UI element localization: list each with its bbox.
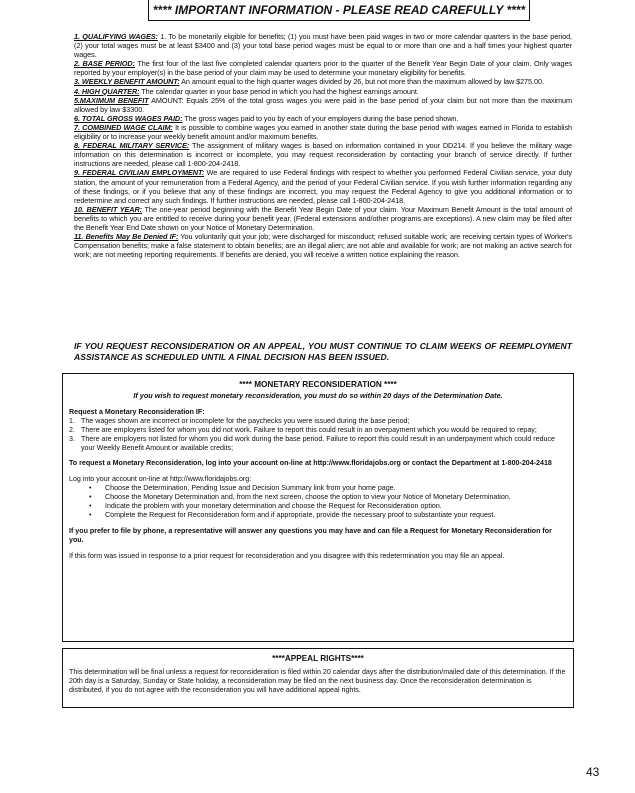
- definition-benefit-year: 10. BENEFIT YEAR: The one-year period beginning with the Benefit Year Begin Date of your claim. Your Maximum Benefit Amount is the total amount of benefits to which you are entitled to receive during your benefit year. (Federal extensions and/other programs are exceptions). A new claim may be filed after the Benefit Year End Date shown on your Notice of Monetary Determination.: [74, 204, 573, 232]
- reconsideration-reasons-list: [69, 417, 567, 453]
- definitions-section: [74, 32, 572, 259]
- list-item: • Indicate the problem with your monetary determination and choose the Request for Reconsideration option.: [105, 502, 567, 511]
- definition-benefits-denied: 11. Benefits May Be Denied IF: You voluntarily quit your job; were discharged for misconduct; refused suitable work; are receiving certain types of Worker's Compensation benefits; make a false statement to obtain benefits; are an illegal alien; are not able and available for work; are not making an active search for work; are not meeting reporting requirements. If benefits are denied, you will receive a written notice explaining the reason.: [74, 232, 572, 260]
- definition-combined-wage-claim: 7. COMBINED WAGE CLAIM: It is possible to combine wages you earned in another state during the base period with wages earned in Florida to establish eligibility or to increase your weekly benefit amount and/or maximum benefits.: [74, 122, 572, 142]
- definition-qualifying-wages: 1. QUALIFYING WAGES: 1. To be monetarily eligible for benefits; (1) you must have been paid wages in two or more calendar quarters in the base period, (2) your total wages must be at least $3400 and (3) your total base period wages must be equal to or more than one and a half times your highest quarter wages.: [74, 32, 572, 60]
- definition-weekly-benefit-amount: 3. WEEKLY BENEFIT AMOUNT: An amount equal to the high quarter wages divided by 26, but not more than the maximum allowed by law $275.00.: [74, 77, 544, 87]
- appeal-rights-box: [62, 648, 574, 708]
- appeal-rights-title: ****APPEAL RIGHTS****: [272, 654, 364, 663]
- definition-federal-civilian-employment: 9. FEDERAL CIVILIAN EMPLOYMENT: We are required to use Federal findings with respect to whether you performed Federal Civilian service, your duty station, the amount of your remuneration from a Federal Agency, and the period of your Federal Civilian service. If you wish further information regarding any of these findings, or if you believe that any of these findings are incorrect, you may request the Federal Agency to give you additional information or to redetermine and correct any such findings. If further instructions are needed, please call 1-800-204-2418.: [74, 168, 572, 205]
- definition-high-quarter: 4. HIGH QUARTER: The calendar quarter in your base period in which you had the highest earnings amount.: [74, 86, 419, 96]
- redetermination-appeal-note: If this form was issued in response to a prior request for reconsideration and you disagree with this redetermination you may file an appeal.: [69, 551, 505, 560]
- appeal-rights-text: This determination will be final unless a request for reconsideration is filed within 20 calendar days after the distribution/mailed date of this determination. If the 20th day is a Saturday, Sunday or State holiday, a reconsideration may be filed on the next business day. Once the reconsideration determination is distributed, if you do not agree with the reconsideration you will have additional appeal rights.: [69, 668, 566, 694]
- list-item: 3. There are employers not listed for whom you did work during the base period. Failure to report this could result in an underpayment which could reduce your Weekly Benefit Amount or available credits;: [69, 434, 555, 452]
- definition-base-period: 2. BASE PERIOD: The first four of the last five completed calendar quarters prior to the quarter of the Benefit Year Begin Date of your claim. Only wages reported by your employer(s) in the base period of your claim may be used to determine your monetary eligibility for benefits.: [74, 59, 572, 78]
- important-information-header: **** IMPORTANT INFORMATION - PLEASE READ CAREFULLY ****: [148, 0, 530, 21]
- monetary-reconsideration-deadline: If you wish to request monetary reconsideration, you must do so within 20 days of the Determination Date.: [133, 391, 503, 400]
- monetary-reconsideration-title: **** MONETARY RECONSIDERATION ****: [239, 380, 397, 389]
- phone-filing-note: If you prefer to file by phone, a representative will answer any questions you may have and can file a Request for Monetary Reconsideration for you.: [69, 526, 552, 544]
- request-reconsideration-heading: Request a Monetary Reconsideration IF:: [69, 407, 205, 416]
- list-item: • Choose the Determination, Pending Issue and Decision Summary link from your home page.: [105, 484, 567, 493]
- definition-federal-military-service: 8. FEDERAL MILITARY SERVICE: The assignment of military wages is based on information contained in your DD214. If you believe the military wage information on this determination is incorrect or incomplete, you may request reconsideration by contacting your branch of service directly. If further instructions are needed, please call 1-800-204-2418.: [74, 141, 572, 169]
- list-item: • Choose the Monetary Determination and, from the next screen, choose the option to view your Notice of Monetary Determination.: [105, 493, 567, 502]
- page-number: 43: [586, 765, 600, 779]
- monetary-reconsideration-box: [62, 373, 574, 642]
- list-item: • Complete the Request for Reconsideration form and if appropriate, provide the necessary proof to substantiate your request.: [105, 511, 567, 520]
- continue-claiming-warning: IF YOU REQUEST RECONSIDERATION OR AN APPEAL, YOU MUST CONTINUE TO CLAIM WEEKS OF REEMPLOYMENT ASSISTANCE AS SCHEDULED UNTIL A FINAL DECISION HAS BEEN ISSUED.: [74, 341, 572, 362]
- list-item: 2. There are employers listed for whom you did not work. Failure to report this could result in an overpayment which you would be required to repay;: [69, 425, 537, 434]
- list-item: 1. The wages shown are incorrect or incomplete for the paychecks you were issued during the base period;: [69, 416, 410, 425]
- definition-maximum-benefit: 5.MAXIMUM BENEFIT AMOUNT: Equals 25% of the total gross wages you were paid in the base period of your claim but not more than the maximum allowed by law $3300.: [74, 95, 573, 114]
- login-instructions-intro: Log into your account on-line at http://www.floridajobs.org:: [69, 475, 252, 484]
- online-request-instruction: To request a Monetary Reconsideration, log into your account on-line at http://www.floridajobs.org or contact the Department at 1-800-204-2418: [69, 459, 552, 468]
- definition-total-gross-wages: 6. TOTAL GROSS WAGES PAID: The gross wages paid to you by each of your employers during the base period shown.: [74, 113, 459, 123]
- login-steps-list: [69, 484, 567, 520]
